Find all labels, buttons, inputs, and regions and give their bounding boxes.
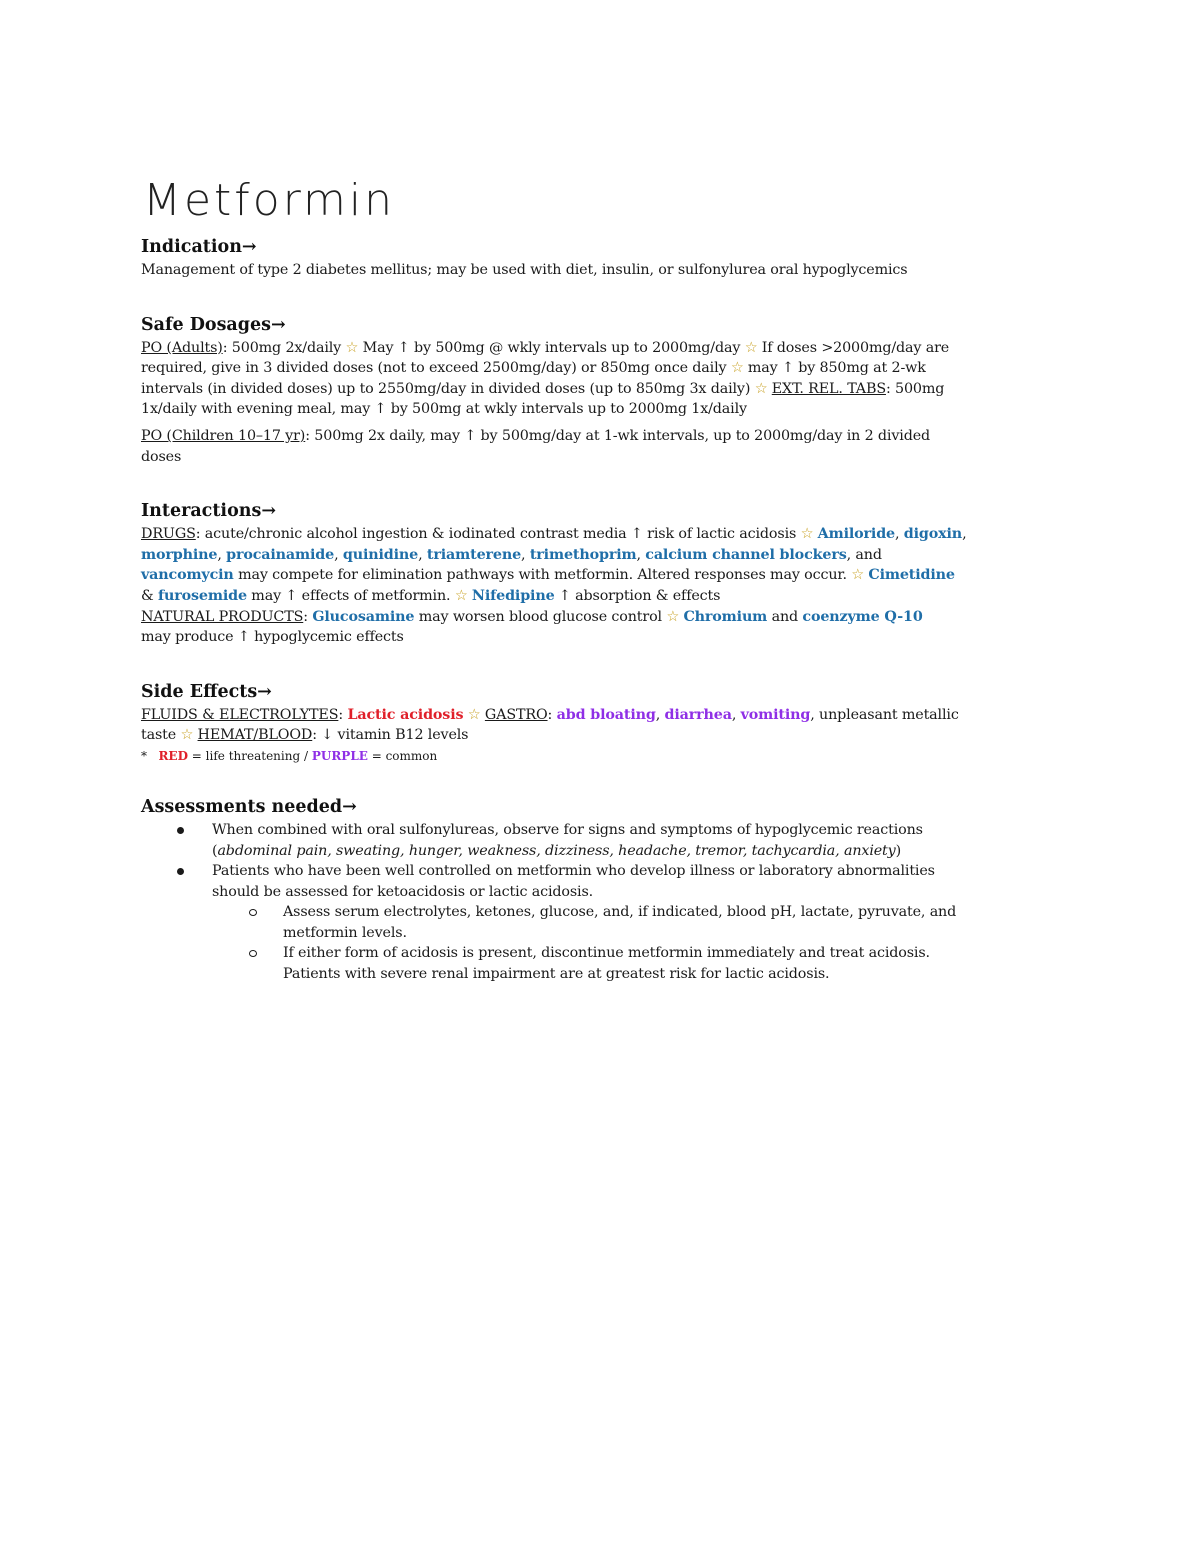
list-item: Assess serum electrolytes, ketones, glucose, and, if indicated, blood pH, lactate, pyruvate, and metformin levels. <box>212 902 971 943</box>
star-icon: ☆ <box>666 608 680 625</box>
indication-text: Management of type 2 diabetes mellitus; may be used with diet, insulin, or sulfonylurea oral hypoglycemics <box>141 262 908 278</box>
interactions-heading: Interactions→ <box>141 501 276 522</box>
legend-purple: PURPLE <box>311 748 368 763</box>
list-item: When combined with oral sulfonylureas, observe for signs and symptoms of hypoglycemic reactions (abdominal pain, sweating, hunger, weakness, dizziness, headache, tremor, tachycardia, anxiety) <box>141 820 971 861</box>
star-icon: ☆ <box>851 567 864 584</box>
drug-nifedipine: Nifedipine <box>471 587 555 604</box>
page-title: Metformin <box>143 175 395 226</box>
star-icon: ☆ <box>754 380 768 397</box>
effect-vomiting: vomiting <box>740 706 811 723</box>
hemat-blood-label: HEMAT/BLOOD <box>197 727 313 744</box>
ext-rel-label: EXT. REL. TABS <box>771 380 886 397</box>
dosages-heading: Safe Dosages→ <box>141 314 286 335</box>
effect-abd-bloating: abd bloating <box>556 706 656 723</box>
severity-legend: * RED = life threatening / PURPLE = common <box>141 748 438 763</box>
drug-calcium-channel-blockers: calcium channel blockers <box>645 546 847 563</box>
hollow-bullet-icon <box>249 950 257 957</box>
effect-diarrhea: diarrhea <box>664 706 732 723</box>
drug-cimetidine: Cimetidine <box>868 567 955 584</box>
bullet-icon <box>177 827 184 834</box>
star-icon: ☆ <box>744 339 758 356</box>
legend-red: RED <box>158 748 188 763</box>
drug-glucosamine: Glucosamine <box>312 608 415 625</box>
star-icon: ☆ <box>180 727 194 744</box>
drug-triamterene: triamterene <box>426 546 522 563</box>
star-icon: ☆ <box>467 706 481 723</box>
drug-furosemide: furosemide <box>157 587 247 604</box>
drug-amiloride: Amiloride <box>817 526 895 543</box>
star-icon: ☆ <box>730 360 744 377</box>
assessments-sublist <box>212 902 971 984</box>
fluids-electrolytes-label: FLUIDS & ELECTROLYTES <box>141 706 339 723</box>
star-icon: ☆ <box>800 526 814 543</box>
list-item: Patients who have been well controlled on metformin who develop illness or laboratory abnormalities should be assessed for ketoacidosis or lactic acidosis. Assess serum electrolytes, ketones, glucose, and, if indicated, blood pH, lactate, pyruvate, and metformin levels. If either form of acidosis is present, discontinue metformin immediately and treat acidosis. Patients with severe renal impairment are at greatest risk for lactic acidosis. <box>141 861 971 985</box>
drug-procainamide: procainamide <box>226 546 335 563</box>
drug-digoxin: digoxin <box>903 526 963 543</box>
interactions-paragraph: DRUGS: acute/chronic alcohol ingestion & iodinated contrast media ↑ risk of lactic acidosis ☆ Amiloride, digoxin, morphine, procainamide, quinidine, triamterene, trimethoprim, calcium channel blockers, and vancomycin may compete for elimination pathways with metformin. Altered responses may occur. ☆ Cimetidine & furosemide may ↑ effects of metformin. ☆ Nifedipine ↑ absorption & effects NATURAL PRODUCTS: Glucosamine may worsen blood glucose control ☆ Chromium and coenzyme Q-10 may produce ↑ hypoglycemic effects <box>141 526 967 646</box>
assessments-list <box>141 820 971 985</box>
list-item: If either form of acidosis is present, discontinue metformin immediately and treat acidosis. Patients with severe renal impairment are at greatest risk for lactic acidosis. <box>212 943 971 984</box>
po-children-label: PO (Children 10–17 yr) <box>141 427 306 444</box>
gastro-label: GASTRO <box>484 706 548 723</box>
drug-chromium: Chromium <box>683 608 768 625</box>
drug-coenzyme-q10: coenzyme Q-10 <box>802 608 923 625</box>
drug-quinidine: quinidine <box>342 546 419 563</box>
dosage-children-paragraph: PO (Children 10–17 yr): 500mg 2x daily, may ↑ by 500mg/day at 1-wk intervals, up to 2000mg/day in 2 divided doses <box>141 427 931 465</box>
natural-products-label: NATURAL PRODUCTS <box>141 608 304 625</box>
bullet-icon <box>177 868 184 875</box>
dosage-adults-paragraph: PO (Adults): 500mg 2x/daily ☆ May ↑ by 500mg @ wkly intervals up to 2000mg/day ☆ If doses >2000mg/day are required, give in 3 divided doses (not to exceed 2500mg/day) or 850mg once daily ☆ may ↑ by 850mg at 2-wk intervals (in divided doses) up to 2550mg/day in divided doses (up to 850mg 3x daily) ☆ EXT. REL. TABS: 500mg 1x/daily with evening meal, may ↑ by 500mg at wkly intervals up to 2000mg 1x/daily <box>141 339 950 418</box>
drug-morphine: morphine <box>141 546 218 563</box>
hollow-bullet-icon <box>249 909 257 916</box>
side-effects-heading: Side Effects→ <box>141 681 272 702</box>
star-icon: ☆ <box>454 587 468 604</box>
side-effects-paragraph: FLUIDS & ELECTROLYTES: Lactic acidosis ☆ GASTRO: abd bloating, diarrhea, vomiting, unpleasant metallic taste ☆ HEMAT/BLOOD: ↓ vitamin B12 levels <box>141 706 959 744</box>
indication-heading: Indication→ <box>141 237 257 257</box>
po-adults-label: PO (Adults) <box>141 339 223 356</box>
effect-lactic-acidosis: Lactic acidosis <box>347 706 464 723</box>
star-icon: ☆ <box>345 339 359 356</box>
document-body <box>141 168 971 985</box>
drug-vancomycin: vancomycin <box>141 567 234 584</box>
drugs-label: DRUGS <box>141 526 196 543</box>
assessments-heading: Assessments needed→ <box>141 796 357 817</box>
drug-trimethoprim: trimethoprim <box>529 546 637 563</box>
